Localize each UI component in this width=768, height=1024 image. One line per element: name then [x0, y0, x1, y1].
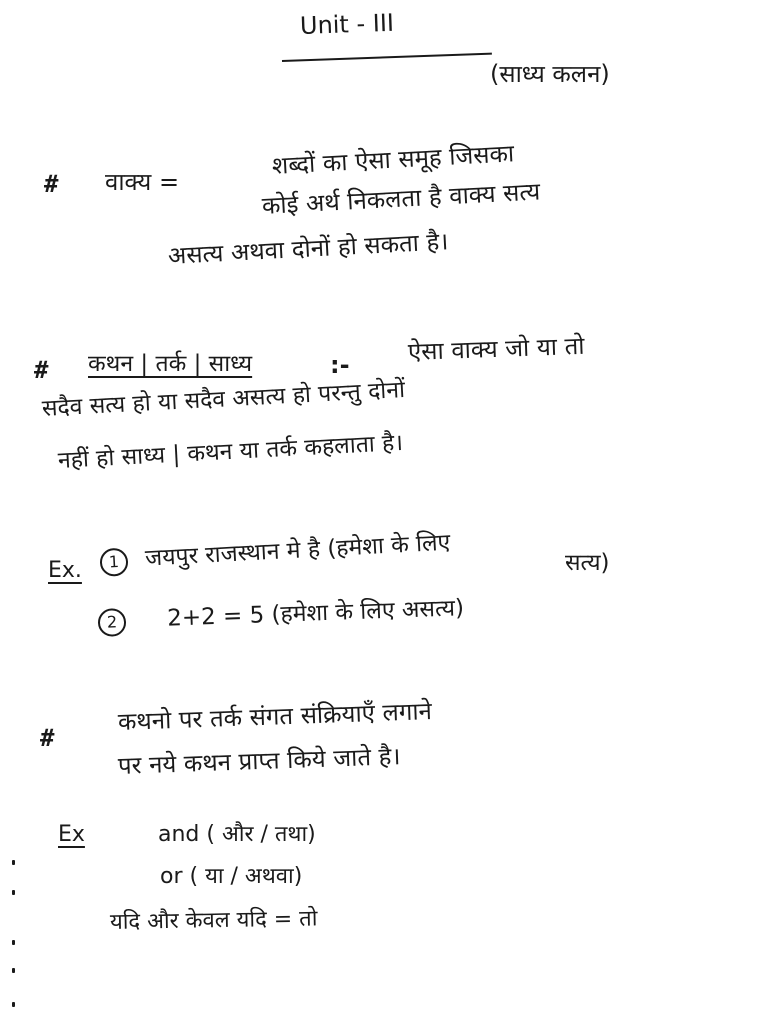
- unit-title: Unit - III: [299, 8, 395, 40]
- margin-mark: [12, 1002, 15, 1007]
- example-item-2: [97, 595, 464, 637]
- note-line: पर नये कथन प्राप्त किये जाते है।: [117, 742, 401, 780]
- bullet-hash: #: [44, 170, 59, 198]
- example-text-continued: सत्य): [565, 550, 610, 576]
- definition-line: असत्य अथवा दोनों हो सकता है।: [167, 227, 449, 270]
- connective-and: and ( और / तथा): [158, 822, 316, 847]
- definition-line: नहीं हो साध्य | कथन या तर्क कहलाता है।: [57, 429, 404, 474]
- example-item-1: [99, 530, 451, 577]
- item-number-circle: 2: [98, 608, 127, 637]
- definition-term-vakya: वाक्य =: [105, 168, 180, 196]
- definition-line: शब्दों का ऐसा समूह जिसका: [271, 139, 515, 180]
- definition-line: सदैव सत्य हो या सदैव असत्य हो परन्तु दोनों: [41, 376, 406, 422]
- margin-mark: [12, 860, 15, 865]
- example-text: 2+2 = 5 (हमेशा के लिए असत्य): [166, 595, 465, 632]
- connective-iff: यदि और केवल यदि = तो: [109, 906, 318, 935]
- connective-or: or ( या / अथवा): [160, 864, 303, 889]
- definition-line: कोई अर्थ निकलता है वाक्य सत्य: [261, 177, 541, 220]
- bullet-hash: #: [40, 724, 55, 752]
- item-number-circle: 1: [99, 548, 128, 577]
- example-text: जयपुर राजस्थान मे है (हमेशा के लिए: [144, 529, 451, 572]
- note-line: कथनो पर तर्क संगत संक्रियाएँ लगाने: [117, 697, 433, 736]
- example-label: Ex.: [48, 558, 82, 583]
- title-underline: [282, 53, 492, 62]
- definition-line: ऐसा वाक्य जो या तो: [407, 331, 585, 366]
- margin-mark: [12, 968, 15, 973]
- margin-mark: [12, 890, 15, 895]
- subject-title: (साध्य कलन): [490, 60, 610, 88]
- definition-term-kathan: कथन | तर्क | साध्य: [88, 351, 253, 377]
- definition-separator: :-: [330, 351, 350, 379]
- margin-mark: [12, 940, 15, 945]
- example-label: Ex: [58, 822, 85, 847]
- bullet-hash: #: [34, 356, 49, 384]
